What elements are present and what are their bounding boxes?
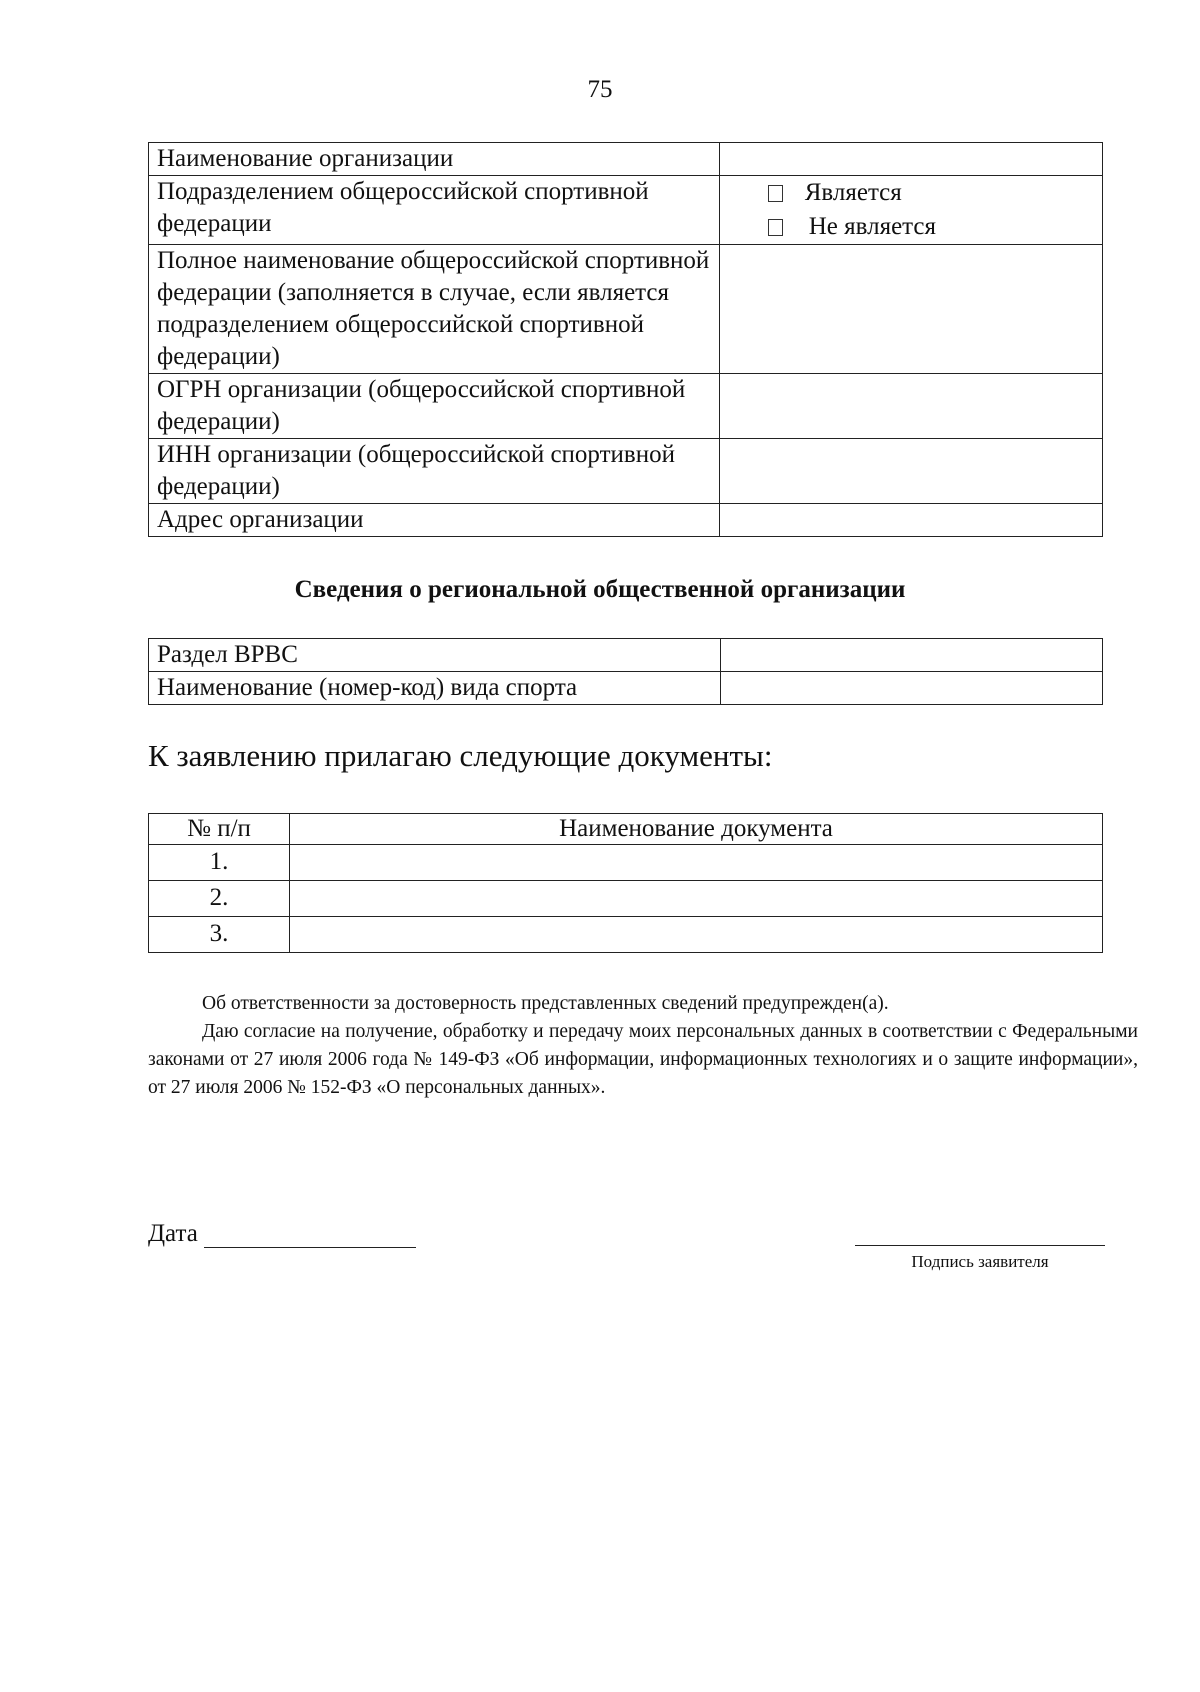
- option-is-not[interactable]: [768, 210, 1094, 244]
- table-header-row: [149, 814, 1103, 845]
- regional-section-title: Сведения о региональной общественной организации: [294, 576, 906, 603]
- table-row: [149, 845, 1103, 881]
- table-row: [149, 504, 1103, 537]
- row-number: 1.: [149, 845, 290, 881]
- documents-table: [148, 813, 1103, 953]
- row-number: 2.: [149, 881, 290, 917]
- column-header-number: № п/п: [149, 814, 290, 845]
- inn-label: ИНН организации (общероссийской спортивной федерации): [149, 439, 720, 504]
- sport-code-label: Наименование (номер-код) вида спорта: [149, 672, 721, 705]
- ogrn-label: ОГРН организации (общероссийской спортивной федерации): [149, 374, 720, 439]
- signature-caption: Подпись заявителя: [911, 1252, 1049, 1271]
- page-number: 75: [587, 76, 613, 103]
- vrvs-section-value[interactable]: [721, 639, 1103, 672]
- date-label: Дата: [148, 1220, 198, 1247]
- table-row: [149, 143, 1103, 176]
- document-name-cell[interactable]: [290, 917, 1103, 953]
- inn-value[interactable]: [719, 439, 1102, 504]
- organization-table: [148, 142, 1103, 537]
- checkbox-icon[interactable]: [768, 219, 783, 236]
- table-row: [149, 917, 1103, 953]
- table-row: [149, 176, 1103, 245]
- document-name-cell[interactable]: [290, 881, 1103, 917]
- federation-division-label: Подразделением общероссийской спортивной федерации: [149, 176, 720, 245]
- address-label: Адрес организации: [149, 504, 720, 537]
- federation-full-name-value[interactable]: [719, 245, 1102, 374]
- table-row: [149, 881, 1103, 917]
- vrvs-section-label: Раздел ВРВС: [149, 639, 721, 672]
- column-header-document: Наименование документа: [290, 814, 1103, 845]
- sport-code-value[interactable]: [721, 672, 1103, 705]
- table-row: [149, 672, 1103, 705]
- org-name-value[interactable]: [719, 143, 1102, 176]
- disclaimer: [148, 990, 1138, 1102]
- federation-full-name-label: Полное наименование общероссийской спортивной федерации (заполняется в случае, если является подразделением общероссийской спортивной федерации): [149, 245, 720, 374]
- checkbox-icon[interactable]: [768, 185, 783, 202]
- signature-block: [855, 1233, 1105, 1272]
- document-name-cell[interactable]: [290, 845, 1103, 881]
- table-row: [149, 374, 1103, 439]
- consent-text: Даю согласие на получение, обработку и передачу моих персональных данных в соответствии с Федеральными законами от 27 июля 2006 года № 149-ФЗ «Об информации, информационных технологиях и о защите информации», от 27 июля 2006 № 152-ФЗ «О персональных данных».: [148, 1021, 1138, 1098]
- row-number: 3.: [149, 917, 290, 953]
- date-field[interactable]: [204, 1223, 416, 1248]
- org-name-label: Наименование организации: [149, 143, 720, 176]
- federation-division-options: [719, 176, 1102, 245]
- option-is-label: Является: [804, 179, 902, 206]
- regional-table: [148, 638, 1103, 705]
- option-is-not-label: Не является: [808, 213, 937, 240]
- responsibility-text: Об ответственности за достоверность представленных сведений предупрежден(а).: [202, 993, 889, 1014]
- table-row: [149, 639, 1103, 672]
- address-value[interactable]: [719, 504, 1102, 537]
- signature-field[interactable]: [855, 1233, 1105, 1246]
- table-row: [149, 245, 1103, 374]
- option-is[interactable]: [768, 176, 1094, 210]
- date-block: [148, 1220, 416, 1248]
- attachments-heading: К заявлению прилагаю следующие документы:: [148, 738, 773, 773]
- table-row: [149, 439, 1103, 504]
- ogrn-value[interactable]: [719, 374, 1102, 439]
